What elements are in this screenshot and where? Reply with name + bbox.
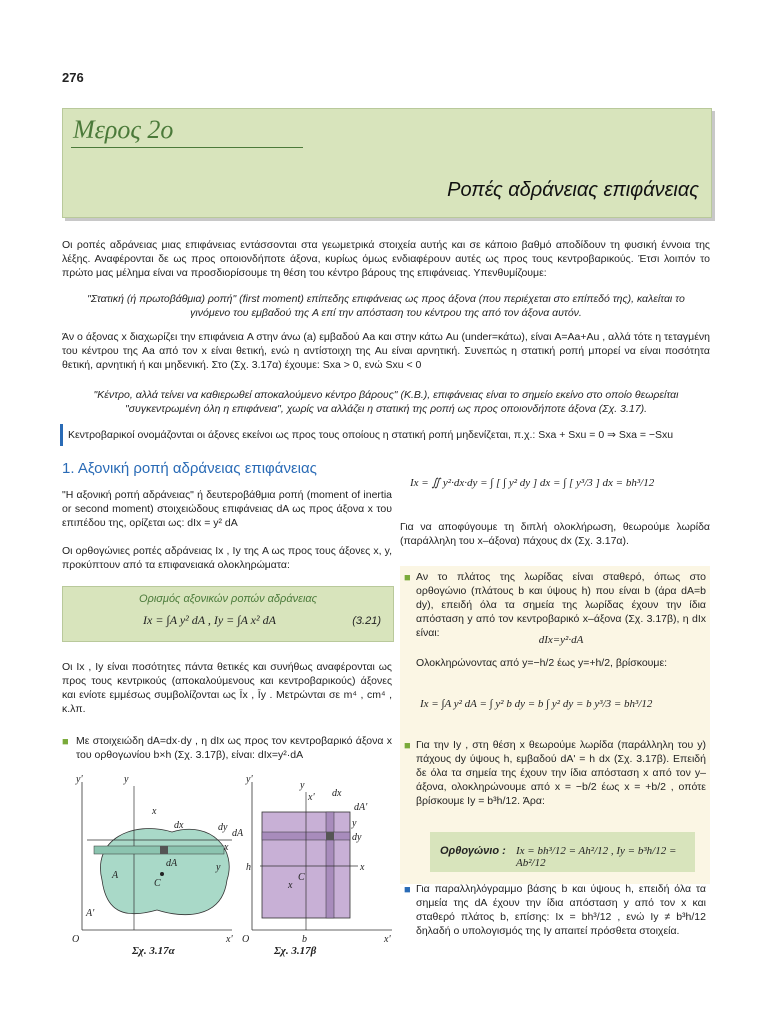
right-bullet-1-paragraph-2: Ολοκληρώνοντας από y=−h/2 έως y=+h/2, βρίσκουμε: — [416, 657, 668, 669]
intro-paragraph-3: Άν ο άξονας x διαχωρίζει την επιφάνεια A στην άνω (a) εμβαδού Aa και στην κάτω Au (under=κάτω), είναι A=Aa+Au , αλλά τότε η τεταγμένη του κέντρου της Aa από τον x είναι θετική, ενώ η αντίστοιχη της Au είναι αρνητική. Συνεπώς η στατική ροπή μπορεί να είναι ποσότητα θετική, αρνητική ή και μηδενική. Στο (Σχ. 3.17α) έχουμε: Sxa > 0, ενώ Sxu < 0 — [62, 331, 710, 371]
section-title: 1. Αξονική ροπή αδράνειας επιφάνειας — [62, 460, 317, 477]
fig-b-label-y: y — [300, 780, 305, 791]
intro-center-definition: "Κέντρο, αλλά τείνει να καθιερωθεί αποκαλούμενο κέντρο βάρους" (Κ.Β.), επιφάνειας είναι το σημείο εκείνο στο οποίο θεωρείται "συγκεντρωμένη όλη η επιφάνεια", χωρίς να αλλάζει η στατική της ροπή ως προς οποιονδήποτε άξονα (Σχ. 3.17). — [93, 389, 679, 415]
figure-3-17b — [232, 774, 392, 957]
bullet-icon: ■ — [62, 736, 69, 748]
fig-b-label-dy: dy — [352, 832, 362, 843]
fig-a-label-dA: dA — [166, 858, 178, 869]
fig-a-label-x-axis: x — [224, 842, 229, 853]
fig-a-label-y: y — [124, 774, 129, 785]
fig-b-label-h: h — [246, 862, 251, 873]
fig-b-label-x: x — [288, 880, 293, 891]
fig-a-label-y-dim: y — [216, 862, 221, 873]
part-title: Μερος 2ο — [73, 115, 174, 144]
area-shape — [100, 829, 229, 915]
element-dA — [160, 846, 168, 854]
definition-box — [62, 586, 394, 642]
rectangle-result-box — [430, 832, 695, 872]
fig-a-label-dx: dx — [174, 820, 184, 831]
rectangle-label: Ορθογώνιο : — [440, 845, 506, 857]
rectangle-equation: Ix = bh³/12 = Ah²/12 , Iy = b³h/12 = Ab²/12 — [516, 845, 677, 869]
fig-b-label-C: C — [298, 872, 305, 883]
fig-a-label-x-prime: x' — [226, 934, 233, 945]
fig-b-label-dx: dx — [332, 788, 342, 799]
equation-number: (3.21) — [352, 615, 381, 627]
right-bullet-2: Για την Iy , στη θέση x θεωρούμε λωρίδα (παράλληλη του y) πάχους dy ύψους h, εμβαδού dA' = h dx (Σχ. 3.17β). Επειδή δε όλα τα σημεία της έχουν την ίδια απόσταση x από τον y–άξονα, ολοκληρώνουμε από x = −b/2 έως x = +b/2 , οπότε βρίσκουμε Iy = b³h/12. Άρα: — [416, 739, 706, 807]
right-top-equation: Ix = ∬ y²·dx·dy = ∫ [ ∫ y² dy ] dx = ∫ [ y³/3 ] dx = bh³/12 — [410, 477, 655, 489]
figures — [62, 770, 400, 958]
bullet-icon: ■ — [404, 884, 411, 896]
fig-a-label-dy: dy — [218, 822, 228, 833]
right-bullet-1-equation-2: Ix = ∫A y² dA = ∫ y² b dy = b ∫ y² dy = b y³/3 = bh³/12 — [420, 698, 653, 710]
fig-a-caption: Σχ. 3.17α — [132, 945, 175, 957]
left-paragraph-3: Οι Ix , Iy είναι ποσότητες πάντα θετικές και συνήθως αναφέρονται ως προς τους κεντρικούς (αποκαλούμενους και κεντροβαρικούς) άξονες και ενίοτε εμμέσως συμβολίζονται ως Īx , Īy . Μετρώνται σε m⁴ , cm⁴ , κ.λπ. — [62, 661, 392, 715]
definition-equation: Ix = ∫A y² dA , Iy = ∫A x² dA — [143, 613, 276, 627]
fig-b-label-y-dim: y — [352, 818, 357, 829]
fig-b-label-O: O — [242, 934, 250, 945]
right-bullet-1: Αν το πλάτος της λωρίδας είναι σταθερό, όπως στο ορθογώνιο (πλάτους b και ύψους h) που είναι b (άρα dA=b dy), επειδή όλα τα σημεία της λωρίδας έχουν την ίδια απόσταση y από τον κεντροβαρικό x–άξονα (Σχ. 3.17β), η dIx είναι: — [416, 571, 706, 639]
fig-a-label-x: x — [152, 806, 157, 817]
fig-b-label-x-prime: x' — [384, 934, 391, 945]
part-banner — [62, 108, 712, 218]
centroid-C — [160, 872, 164, 876]
fig-b-label-dA-prime: dA' — [354, 802, 368, 813]
intro-centroidal-axes: Κεντροβαρικοί ονομάζονται οι άξονες εκείνοι ως προς τους οποίους η στατική ροπή μηδενίζεται, π.χ.: Sxa + Sxu = 0 ⇒ Sxa = −Sxu — [68, 429, 674, 441]
vertical-strip — [326, 812, 334, 918]
part-underline — [71, 147, 303, 148]
fig-b-label-x-prime-top: x' — [308, 792, 315, 803]
intro-definition: "Στατική (ή πρωτοβάθμια) ροπή" (first moment) επίπεδης επιφάνειας ως προς άξονα (που περιέχεται στο επίπεδό της), καλείται το γινόμενο του εμβαδού της A επί την απόσταση του κέντρου της από τον άξονα αυτόν. — [87, 293, 685, 319]
fig-b-label-y-prime: y' — [246, 774, 253, 785]
bullet-icon: ■ — [404, 572, 411, 584]
fig-a-label-C: C — [154, 878, 161, 889]
bullet-icon: ■ — [404, 740, 411, 752]
left-paragraph-4: Με στοιχειώδη dA=dx·dy , η dIx ως προς τον κεντροβαρικό άξονα x του ορθογωνίου b×h (Σχ. 3.17β), είναι: dIx=y²·dA — [76, 735, 392, 761]
highlight-bar — [60, 424, 63, 446]
left-paragraph-1: "Η αξονική ροπή αδράνειας" ή δευτεροβάθμια ροπή (moment of inertia or second moment) στοιχειώδους επιφάνειας dA ως προς άξονα x του επιπέδου της, ορίζεται ως: dIx = y² dA — [62, 489, 392, 529]
fig-a-label-y-prime: y' — [76, 774, 83, 785]
element-dA-b — [326, 832, 334, 840]
figure-3-17a — [72, 774, 233, 957]
fig-a-label-A-prime: A' — [86, 908, 95, 919]
chapter-title: Ροπές αδράνειας επιφάνειας — [447, 179, 699, 201]
fig-b-caption: Σχ. 3.17β — [274, 945, 317, 957]
fig-a-label-A: A — [112, 870, 119, 881]
fig-a-label-O: O — [72, 934, 80, 945]
right-paragraph-1: Για να αποφύγουμε τη διπλή ολοκλήρωση, θεωρούμε λωρίδα (παράλληλη του x–άξονα) πάχους dx (Σχ. 3.17α). — [400, 521, 710, 547]
definition-title: Ορισμός αξονικών ροπών αδράνειας — [138, 593, 318, 605]
right-bullet-1-equation: dIx=y²·dA — [538, 634, 584, 646]
left-paragraph-2: Οι ορθογώνιες ροπές αδράνειας Ix , Iy της A ως προς τους άξονες x, y, προκύπτουν από τα επιφανειακά ολοκληρώματα: — [62, 545, 392, 571]
right-bullet-3: Για παραλληλόγραμμο βάσης b και ύψους h, επειδή όλα τα σημεία της dA έχουν την ίδια απόσταση y από τον x και σταθερό πλάτος b, επίσης: Ix = bh³/12 , ενώ Iy ≠ b³h/12 δηλαδή ο υπολογισμός της Iy απαιτεί πρόσθετα στοιχεία. — [416, 883, 706, 937]
fig-b-label-dA: dA — [232, 828, 244, 839]
intro-paragraph-1: Οι ροπές αδράνειας μιας επιφάνειας εντάσσονται στα γεωμετρικά στοιχεία αυτής και σε κάποιο βαθμό αποδίδουν τη φυσική έννοια της λέξης. Αναφέρονται δε ως προς οποιονδήποτε άξονα, κυρίως όμως ενδιαφέρουν αυτές ως προς τους κεντροβαρικούς. Έτσι λοιπόν το πρώτο μας μέλημα είναι να προσδιορίσουμε τη θέση του κέντρο βάρους της επιφάνειας. Υπενθυμίζουμε: — [62, 239, 710, 279]
fig-b-label-b: b — [302, 934, 307, 945]
fig-b-label-x-axis: x — [360, 862, 365, 873]
strip — [94, 846, 224, 854]
page-number: 276 — [62, 70, 84, 85]
